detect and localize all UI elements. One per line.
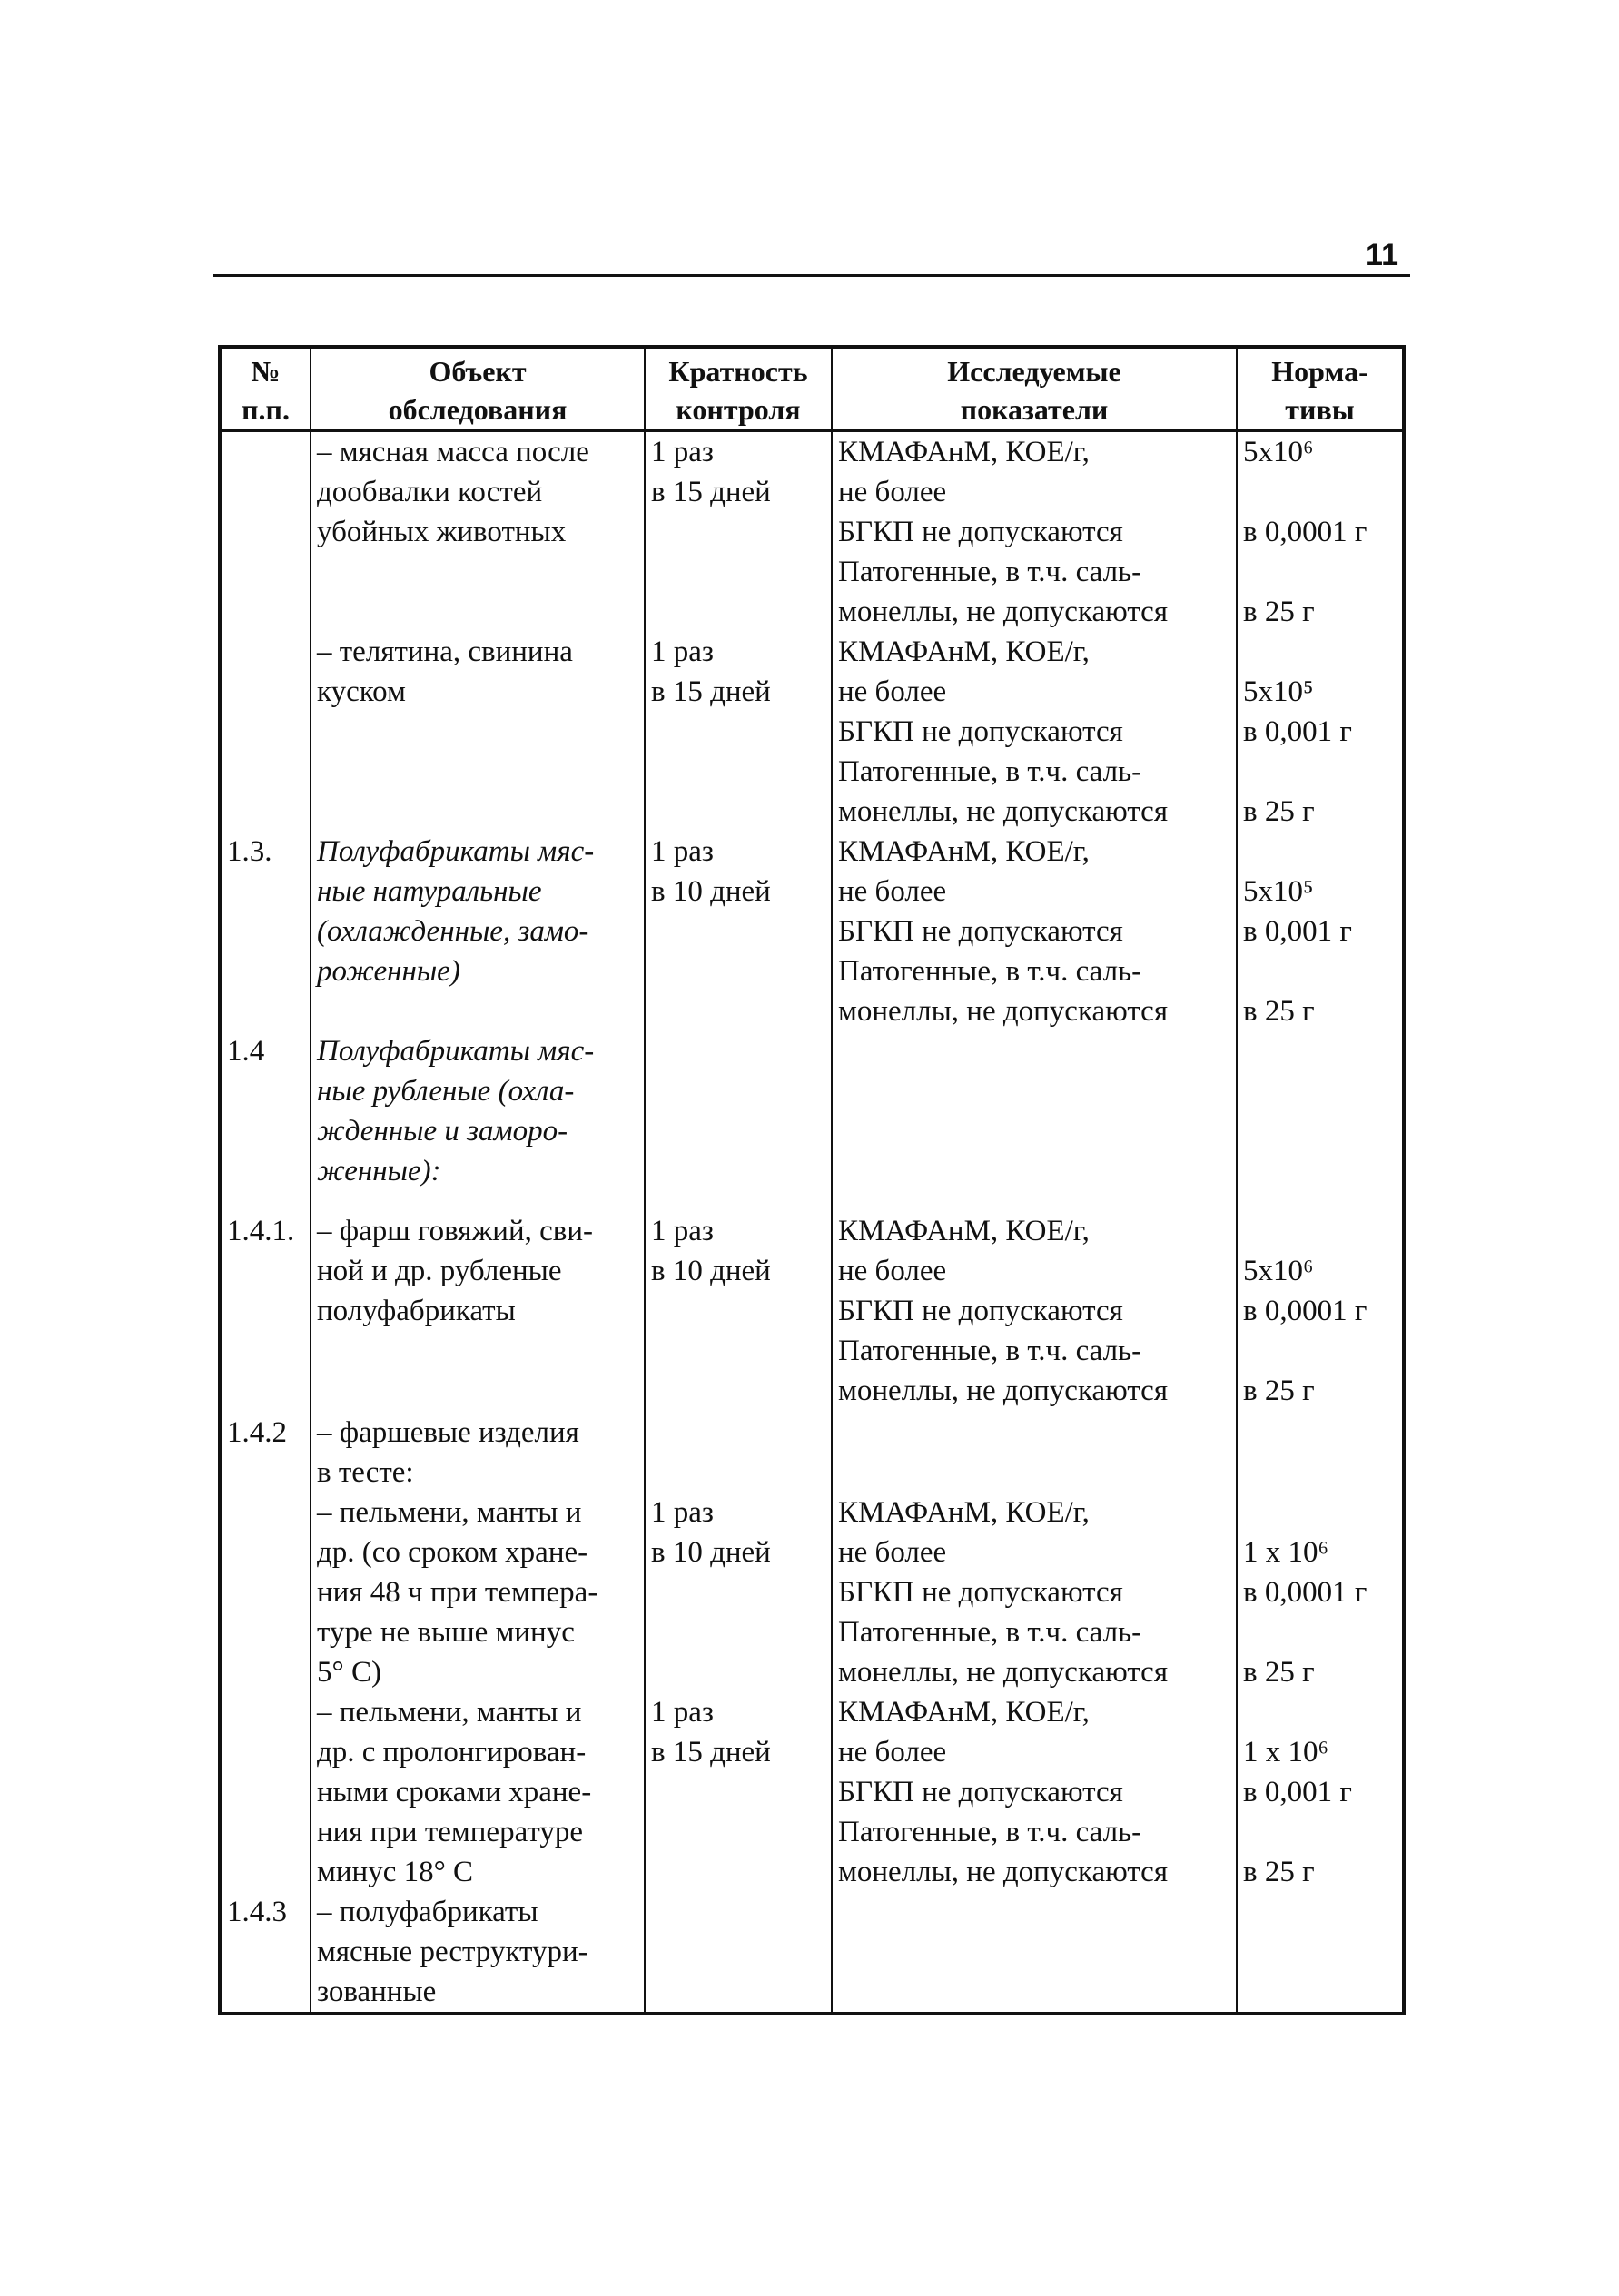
page-number: 11 [1366, 238, 1398, 272]
table-row [220, 1211, 1404, 1413]
norms-table [218, 345, 1406, 2015]
header-indicators: Исследуемые показатели [832, 347, 1237, 430]
row-norms [1237, 1892, 1404, 2014]
row-indicators: КМАФАнМ, КОЕ/г, не более БГКП не допускаются Патогенные, в т.ч. саль- монеллы, не допускаются [832, 430, 1237, 632]
row-object: – пельмени, манты и др. с пролонгирован- ными сроками хране- ния при температуре минус 18° С [311, 1692, 645, 1892]
row-object: Полуфабрикаты мяс- ные рубленые (охла- жденные и заморо- женные): [311, 1031, 645, 1211]
row-object: – пельмени, манты и др. (со сроком хране- ния 48 ч при темпера- туре не выше минус 5° С) [311, 1493, 645, 1692]
table-row [220, 1493, 1404, 1692]
table-row [220, 832, 1404, 1031]
row-num: 1.3. [220, 832, 311, 1031]
table-row [220, 430, 1404, 632]
row-norms: 5x10⁶ в 0,0001 г в 25 г [1237, 430, 1404, 632]
header-num: № п.п. [220, 347, 311, 430]
row-num: 1.4.2 [220, 1413, 311, 1493]
row-frequency [645, 1031, 832, 1211]
row-norms [1237, 1413, 1404, 1493]
row-frequency: 1 раз в 10 дней [645, 1211, 832, 1413]
row-object: – полуфабрикаты мясные реструктури- зованные [311, 1892, 645, 2014]
table-row [220, 1692, 1404, 1892]
table-row [220, 1413, 1404, 1493]
row-num: 1.4.1. [220, 1211, 311, 1413]
row-frequency: 1 раз в 15 дней [645, 430, 832, 632]
row-frequency [645, 1413, 832, 1493]
row-num [220, 1692, 311, 1892]
row-num [220, 632, 311, 832]
table-row [220, 632, 1404, 832]
row-frequency: 1 раз в 15 дней [645, 632, 832, 832]
table-header-row [220, 347, 1404, 430]
row-indicators [832, 1892, 1237, 2014]
row-frequency: 1 раз в 10 дней [645, 832, 832, 1031]
row-num: 1.4 [220, 1031, 311, 1211]
row-num: 1.4.3 [220, 1892, 311, 2014]
table-row [220, 1031, 1404, 1211]
row-object: – фарш говяжий, сви- ной и др. рубленые полуфабрикаты [311, 1211, 645, 1413]
header-object: Объект обследования [311, 347, 645, 430]
row-indicators: КМАФАнМ, КОЕ/г, не более БГКП не допускаются Патогенные, в т.ч. саль- монеллы, не допускаются [832, 832, 1237, 1031]
row-indicators: КМАФАнМ, КОЕ/г, не более БГКП не допускаются Патогенные, в т.ч. саль- монеллы, не допускаются [832, 1493, 1237, 1692]
row-object: – мясная масса после дообвалки костей убойных животных [311, 430, 645, 632]
row-frequency [645, 1892, 832, 2014]
row-object: Полуфабрикаты мяс- ные натуральные (охлажденные, замо- роженные) [311, 832, 645, 1031]
row-indicators [832, 1413, 1237, 1493]
header-rule [213, 274, 1410, 277]
table-row [220, 1892, 1404, 2014]
row-object: – телятина, свинина куском [311, 632, 645, 832]
row-norms: 5x10⁵ в 0,001 г в 25 г [1237, 832, 1404, 1031]
row-indicators [832, 1031, 1237, 1211]
header-norms: Норма- тивы [1237, 347, 1404, 430]
row-norms: 1 x 10⁶ в 0,001 г в 25 г [1237, 1692, 1404, 1892]
header-frequency: Кратность контроля [645, 347, 832, 430]
row-object: – фаршевые изделия в тесте: [311, 1413, 645, 1493]
row-norms [1237, 1031, 1404, 1211]
row-indicators: КМАФАнМ, КОЕ/г, не более БГКП не допускаются Патогенные, в т.ч. саль- монеллы, не допускаются [832, 632, 1237, 832]
row-num [220, 430, 311, 632]
row-norms: 5x10⁵ в 0,001 г в 25 г [1237, 632, 1404, 832]
row-norms: 1 x 10⁶ в 0,0001 г в 25 г [1237, 1493, 1404, 1692]
row-indicators: КМАФАнМ, КОЕ/г, не более БГКП не допускаются Патогенные, в т.ч. саль- монеллы, не допускаются [832, 1692, 1237, 1892]
row-frequency: 1 раз в 10 дней [645, 1493, 832, 1692]
row-indicators: КМАФАнМ, КОЕ/г, не более БГКП не допускаются Патогенные, в т.ч. саль- монеллы, не допускаются [832, 1211, 1237, 1413]
row-norms: 5x10⁶ в 0,0001 г в 25 г [1237, 1211, 1404, 1413]
row-num [220, 1493, 311, 1692]
row-frequency: 1 раз в 15 дней [645, 1692, 832, 1892]
